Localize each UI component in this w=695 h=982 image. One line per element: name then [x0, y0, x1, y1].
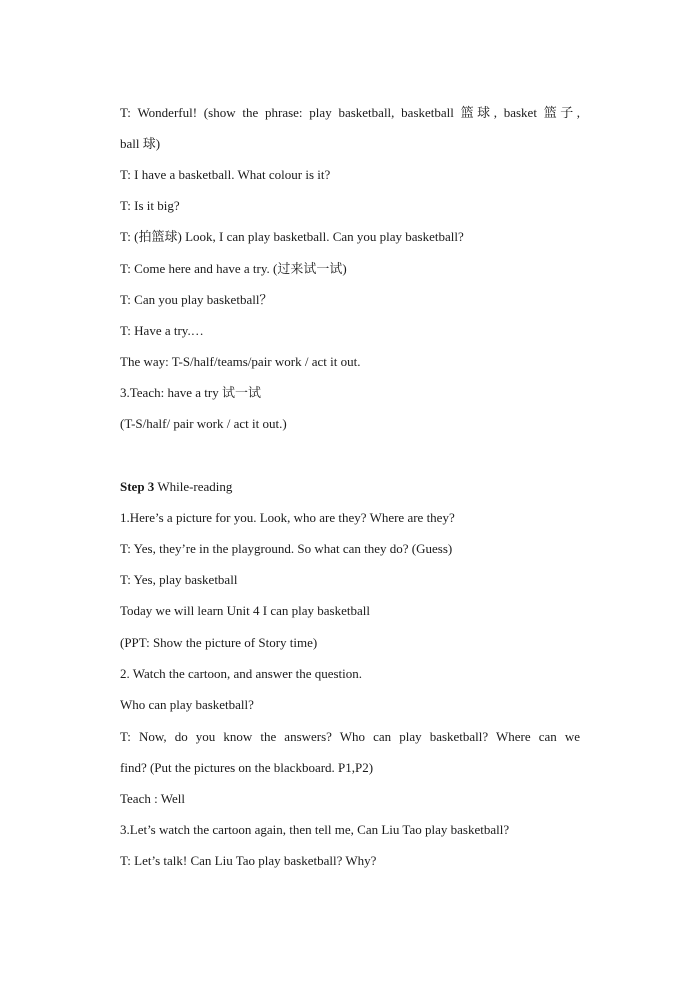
- text-line-picture: 1.Here’s a picture for you. Look, who are they? Where are they?: [120, 510, 455, 525]
- text-line-show-phrase: T: Wonderful! (show the phrase: play basketball, basketball 篮球, basket 篮子,: [120, 105, 580, 120]
- text-line-have-basketball: T: I have a basketball. What colour is it?: [120, 167, 331, 182]
- text-line-playground: T: Yes, they’re in the playground. So what can they do? (Guess): [120, 541, 453, 556]
- text-line-the-way: The way: T-S/half/teams/pair work / act it out.: [120, 354, 361, 369]
- step-3-title: While-reading: [157, 479, 233, 494]
- text-line-can-you-play: T: Can you play basketball？: [120, 292, 273, 307]
- text-line-teach-well: Teach : Well: [120, 791, 185, 806]
- text-line-play-basketball: T: Yes, play basketball: [120, 572, 238, 587]
- text-line-lets-talk: T: Let’s talk! Can Liu Tao play basketball? Why?: [120, 853, 377, 868]
- text-line-come-here: T: Come here and have a try. (过来试一试): [120, 261, 347, 276]
- step-3-label: Step 3: [120, 479, 155, 494]
- text-line-is-it-big: T: Is it big?: [120, 198, 180, 213]
- text-line-who-can-play: Who can play basketball?: [120, 697, 254, 712]
- text-line-have-a-try: T: Have a try.…: [120, 323, 204, 338]
- text-line-teach-have-a-try: 3.Teach: have a try 试一试: [120, 385, 261, 400]
- text-line-ppt-story-time: (PPT: Show the picture of Story time): [120, 635, 318, 650]
- text-line-today-we-learn: Today we will learn Unit 4 I can play basketball: [120, 603, 370, 618]
- text-line-watch-again: 3.Let’s watch the cartoon again, then tell me, Can Liu Tao play basketball?: [120, 822, 510, 837]
- text-line-i-can-play: T: (拍篮球) Look, I can play basketball. Can you play basketball?: [120, 229, 464, 244]
- text-line-ball: ball 球): [120, 136, 161, 151]
- text-line-put-pictures: find? (Put the pictures on the blackboard. P1,P2): [120, 760, 374, 775]
- text-line-pair-work: (T-S/half/ pair work / act it out.): [120, 416, 287, 431]
- step-3-heading: [120, 479, 580, 495]
- text-line-know-answers: T: Now, do you know the answers? Who can play basketball? Where can we: [120, 729, 580, 744]
- text-line-watch-cartoon: 2. Watch the cartoon, and answer the question.: [120, 666, 363, 681]
